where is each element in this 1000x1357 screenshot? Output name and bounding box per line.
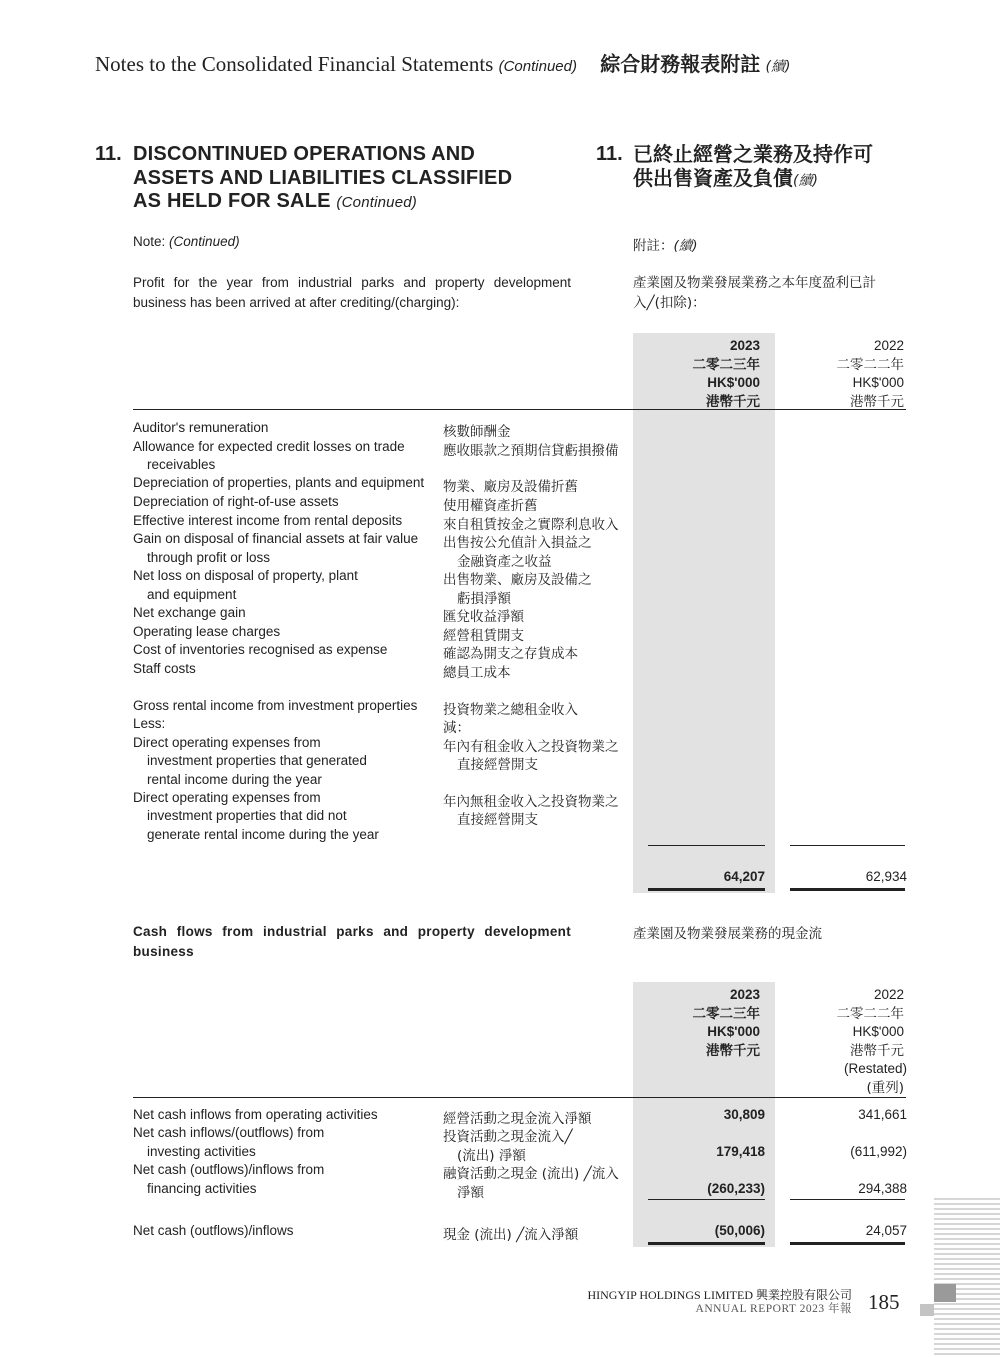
decorative-stripe bbox=[934, 1233, 1000, 1235]
section-title-en-line: ASSETS AND LIABILITIES CLASSIFIED bbox=[133, 166, 513, 189]
table-row-label-cn: 經營活動之現金流入淨額 bbox=[443, 1111, 592, 1127]
table-row-label-en: Cost of inventories recognised as expense bbox=[133, 642, 388, 657]
table-row-value-2023: 179,418 bbox=[716, 1144, 765, 1159]
decorative-stripes bbox=[920, 1198, 1000, 1357]
table-row-label-en: Staff costs bbox=[133, 661, 196, 676]
decorative-stripe bbox=[934, 1208, 1000, 1210]
table2-header-2022-unit-cn: 港幣千元 bbox=[850, 1042, 904, 1059]
table-row-label-en: Net exchange gain bbox=[133, 605, 246, 620]
table-row-label-cn: 核數師酬金 bbox=[443, 424, 511, 440]
table2-header-2023 bbox=[693, 986, 761, 1060]
table-row-label-en: and equipment bbox=[147, 587, 237, 602]
table-row-label-cn: (流出) 淨額 bbox=[457, 1148, 526, 1164]
decorative-stripe bbox=[934, 1273, 1000, 1275]
decorative-stripe bbox=[934, 1248, 1000, 1250]
subtotal-rule-2022 bbox=[790, 1199, 905, 1200]
decorative-stripe bbox=[934, 1218, 1000, 1220]
table-row-label-en: Gross rental income from investment properties bbox=[133, 698, 418, 713]
table2-total-label-en: Net cash (outflows)/inflows bbox=[133, 1223, 294, 1238]
table1-header-2023-year: 2023 bbox=[729, 338, 760, 353]
decorative-stripe bbox=[934, 1198, 1000, 1200]
table-row-label-cn: 減： bbox=[443, 720, 470, 736]
total-double-rule-2023 bbox=[648, 888, 765, 891]
table-row-label-cn: 物業、廠房及設備折舊 bbox=[443, 479, 578, 495]
table-row-value-2023: (260,233) bbox=[707, 1181, 765, 1196]
profit-intro-en bbox=[133, 273, 571, 313]
profit-intro-cn-line: 入╱(扣除)： bbox=[633, 295, 706, 311]
decorative-stripe bbox=[934, 1213, 1000, 1215]
decorative-stripe bbox=[934, 1348, 1000, 1350]
table1-total-2023: 64,207 bbox=[723, 869, 765, 884]
table-row-label-en: Net loss on disposal of property, plant bbox=[133, 568, 358, 583]
table-row-label-en: Direct operating expenses from bbox=[133, 735, 321, 750]
table2-header-2022-restated: (Restated) bbox=[843, 1061, 907, 1076]
table-row-label-cn: 年內無租金收入之投資物業之 bbox=[443, 794, 619, 810]
decorative-stripe bbox=[934, 1203, 1000, 1205]
table-row-label-en: Net cash inflows/(outflows) from bbox=[133, 1125, 325, 1140]
decorative-stripe bbox=[934, 1238, 1000, 1240]
table-row-label-en: Operating lease charges bbox=[133, 624, 281, 639]
table-row-value-2022: 341,661 bbox=[858, 1107, 907, 1122]
table1-total-2022: 62,934 bbox=[865, 869, 907, 884]
decorative-stripe bbox=[934, 1318, 1000, 1320]
table1-header-2023-unit-cn: 港幣千元 bbox=[706, 393, 760, 410]
subtotal-rule-2022 bbox=[790, 845, 905, 846]
profit-intro-cn-line: 產業園及物業發展業務之本年度盈利已計 bbox=[633, 275, 876, 291]
decorative-stripe bbox=[934, 1228, 1000, 1230]
total-double-rule-2023 bbox=[648, 1242, 765, 1245]
note-label-cn-text: 附註： bbox=[633, 238, 674, 254]
table-row-label-en: Effective interest income from rental deposits bbox=[133, 513, 403, 528]
decorative-stripe bbox=[934, 1278, 1000, 1280]
decorative-stripe bbox=[934, 1223, 1000, 1225]
decorative-stripe bbox=[934, 1263, 1000, 1265]
page-number: 185 bbox=[868, 1290, 900, 1314]
profit-intro-cn bbox=[633, 273, 908, 313]
decorative-stripe bbox=[934, 1313, 1000, 1315]
table1-header-rule bbox=[133, 409, 906, 410]
cashflow-intro-en-line: business bbox=[133, 944, 194, 959]
table-row-label-cn: 確認為開支之存貨成本 bbox=[443, 646, 578, 662]
decorative-stripe bbox=[934, 1338, 1000, 1340]
section-number-en: 11. bbox=[95, 143, 122, 165]
table-row-label-en: Allowance for expected credit losses on trade bbox=[133, 439, 405, 454]
table-row-label-cn: 經營租賃開支 bbox=[443, 628, 524, 644]
table-row-label-cn: 投資物業之總租金收入 bbox=[443, 702, 578, 718]
total-double-rule-2022 bbox=[790, 1242, 905, 1245]
table2-header-2023-year: 2023 bbox=[729, 987, 760, 1002]
decorative-square-light bbox=[920, 1304, 934, 1316]
table-row-label-en: investing activities bbox=[147, 1144, 256, 1159]
section-title-en-continued: (Continued) bbox=[336, 194, 417, 211]
decorative-stripe bbox=[934, 1328, 1000, 1330]
decorative-stripe bbox=[934, 1243, 1000, 1245]
table1-header-2022 bbox=[837, 337, 905, 411]
table2-header-2023-year-cn: 二零二三年 bbox=[692, 1005, 760, 1022]
section-title-cn bbox=[633, 143, 933, 193]
table-row-label-en: receivables bbox=[147, 457, 216, 472]
section-title-cn-continued: (續) bbox=[793, 172, 818, 189]
table2-header-2023-unit-cn: 港幣千元 bbox=[706, 1042, 760, 1059]
decorative-stripe bbox=[934, 1323, 1000, 1325]
table2-header-2022 bbox=[837, 986, 905, 1097]
note-continued-cn: (續) bbox=[673, 238, 698, 254]
table-row-label-cn: 出售按公允值計入損益之 bbox=[443, 535, 592, 551]
note-label-en bbox=[133, 234, 240, 249]
table-row-label-en: rental income during the year bbox=[147, 772, 322, 787]
table-row-label-cn: 虧損淨額 bbox=[457, 591, 511, 607]
table-row-label-en: Depreciation of right-of-use assets bbox=[133, 494, 339, 509]
decorative-stripe bbox=[934, 1308, 1000, 1310]
table-row-label-en: investment properties that generated bbox=[147, 753, 367, 768]
table-row-label-en: Less: bbox=[133, 716, 166, 731]
table-row-label-en: investment properties that did not bbox=[147, 808, 347, 823]
table-row-label-cn: 年內有租金收入之投資物業之 bbox=[443, 739, 619, 755]
subtotal-rule-2023 bbox=[648, 845, 765, 846]
subtotal-rule-2023 bbox=[648, 1199, 765, 1200]
table-row-label-cn: 金融資產之收益 bbox=[457, 554, 552, 570]
footer-report: ANNUAL REPORT 2023 年報 bbox=[695, 1303, 852, 1315]
section-title-en-line: DISCONTINUED OPERATIONS AND bbox=[133, 143, 476, 165]
table-row-label-cn: 淨額 bbox=[457, 1185, 484, 1201]
table1-header-2023 bbox=[693, 337, 761, 411]
table-row-label-cn: 匯兌收益淨額 bbox=[443, 609, 524, 625]
decorative-stripe bbox=[934, 1258, 1000, 1260]
decorative-stripe bbox=[934, 1253, 1000, 1255]
table-row-label-cn: 應收賬款之預期信貸虧損撥備 bbox=[443, 443, 619, 459]
section-title-en bbox=[133, 143, 573, 215]
table1-2023-column-shade bbox=[633, 333, 775, 893]
table2-total-label-cn: 現金 (流出) ╱流入淨額 bbox=[443, 1227, 579, 1243]
table2-header-2022-restated-cn: (重列) bbox=[866, 1079, 904, 1096]
running-header-continued-cn: (續) bbox=[765, 59, 791, 75]
table1-header-2022-unit-cn: 港幣千元 bbox=[850, 393, 904, 410]
note-label-en-text: Note: bbox=[133, 234, 166, 249]
table-row-label-cn: 使用權資產折舊 bbox=[443, 498, 538, 514]
table-row-label-cn: 出售物業、廠房及設備之 bbox=[443, 572, 592, 588]
table-row-label-cn: 直接經營開支 bbox=[457, 812, 538, 828]
table-row-label-cn: 直接經營開支 bbox=[457, 757, 538, 773]
table-row-label-en: Gain on disposal of financial assets at fair value bbox=[133, 531, 419, 546]
table2-header-2023-unit: HK$'000 bbox=[707, 1024, 760, 1039]
running-header-title-en: Notes to the Consolidated Financial Statements bbox=[95, 52, 494, 76]
table-row-label-cn: 投資活動之現金流入╱ bbox=[443, 1129, 573, 1145]
table-row-value-2022: 294,388 bbox=[858, 1181, 907, 1196]
decorative-stripe bbox=[934, 1333, 1000, 1335]
table-row-label-en: financing activities bbox=[147, 1181, 257, 1196]
total-double-rule-2022 bbox=[790, 888, 905, 891]
table2-header-rule bbox=[133, 1097, 906, 1098]
section-number-cn: 11. bbox=[596, 143, 623, 165]
table-row-label-en: Auditor's remuneration bbox=[133, 420, 269, 435]
table2-header-2022-year: 2022 bbox=[873, 987, 904, 1002]
cashflow-intro-en-line: Cash flows from industrial parks and property development bbox=[133, 924, 571, 939]
table1-header-2022-year-cn: 二零二二年 bbox=[836, 356, 904, 373]
decorative-stripe bbox=[934, 1353, 1000, 1355]
note-label-cn bbox=[633, 234, 698, 254]
decorative-stripe bbox=[934, 1303, 1000, 1305]
table2-header-2022-year-cn: 二零二二年 bbox=[836, 1005, 904, 1022]
cashflow-intro-cn: 產業園及物業發展業務的現金流 bbox=[633, 926, 822, 942]
decorative-stripe bbox=[934, 1268, 1000, 1270]
table-row-label-en: Net cash inflows from operating activities bbox=[133, 1107, 378, 1122]
table1-header-2022-unit: HK$'000 bbox=[852, 375, 904, 390]
table-row-label-cn: 融資活動之現金 (流出) ╱流入 bbox=[443, 1166, 619, 1182]
decorative-stripe bbox=[934, 1343, 1000, 1345]
section-title-cn-line: 供出售資產及負債 bbox=[633, 165, 793, 190]
section-title-cn-line: 已終止經營之業務及持作可 bbox=[633, 142, 873, 166]
running-header bbox=[95, 48, 790, 77]
profit-intro-en-line: Profit for the year from industrial parks and property development bbox=[133, 275, 571, 290]
table-row-label-en: generate rental income during the year bbox=[147, 827, 379, 842]
table2-total-2022: 24,057 bbox=[865, 1223, 907, 1238]
running-header-continued-en: (Continued) bbox=[498, 58, 577, 75]
table-row-label-cn: 來自租賃按金之實際利息收入 bbox=[443, 517, 619, 533]
table-row-label-en: Net cash (outflows)/inflows from bbox=[133, 1162, 325, 1177]
table2-header-2022-unit: HK$'000 bbox=[852, 1024, 904, 1039]
table2-total-2023: (50,006) bbox=[714, 1223, 765, 1238]
table-row-label-en: Direct operating expenses from bbox=[133, 790, 321, 805]
cashflow-intro-en bbox=[133, 922, 571, 962]
table1-header-2023-year-cn: 二零二三年 bbox=[692, 356, 760, 373]
running-header-title-cn: 綜合財務報表附註 bbox=[600, 52, 761, 76]
table1-header-2022-year: 2022 bbox=[873, 338, 904, 353]
decorative-square-dark bbox=[934, 1284, 956, 1302]
footer-company: HINGYIP HOLDINGS LIMITED 興業控股有限公司 bbox=[587, 1288, 852, 1302]
table-row-label-cn: 總員工成本 bbox=[443, 665, 511, 681]
note-continued-en: (Continued) bbox=[169, 234, 240, 249]
profit-intro-en-line: business has been arrived at after crediting/(charging): bbox=[133, 295, 460, 310]
table-row-value-2023: 30,809 bbox=[723, 1107, 765, 1122]
table-row-label-en: Depreciation of properties, plants and equipment bbox=[133, 475, 425, 490]
table-row-value-2022: (611,992) bbox=[850, 1144, 907, 1159]
table-row-label-en: through profit or loss bbox=[147, 550, 271, 565]
table1-header-2023-unit: HK$'000 bbox=[707, 375, 760, 390]
section-title-en-line: AS HELD FOR SALE bbox=[133, 190, 331, 212]
